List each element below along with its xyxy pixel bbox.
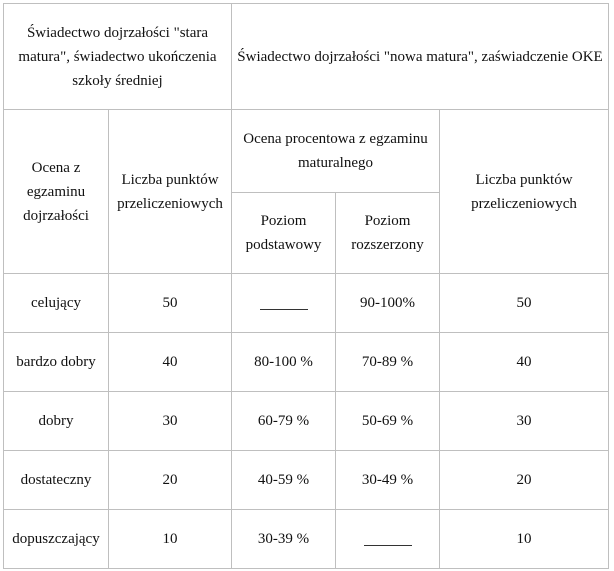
grade-cell: dobry	[4, 392, 109, 451]
grade-cell: celujący	[4, 274, 109, 333]
points-new-cell: 50	[440, 274, 609, 333]
basic-level-cell: 30-39 %	[232, 510, 336, 569]
points-old-cell: 50	[109, 274, 232, 333]
extended-level-cell: 50-69 %	[336, 392, 440, 451]
header-extended-level: Poziom rozszerzony	[336, 193, 440, 274]
basic-level-cell: 80-100 %	[232, 333, 336, 392]
points-new-cell: 40	[440, 333, 609, 392]
extended-level-cell	[336, 510, 440, 569]
points-old-cell: 40	[109, 333, 232, 392]
header-old-matura: Świadectwo dojrzałości "stara matura", świadectwo ukończenia szkoły średniej	[4, 4, 232, 110]
blank-line	[364, 535, 412, 546]
points-old-cell: 20	[109, 451, 232, 510]
table-row	[4, 510, 609, 569]
grade-cell: bardzo dobry	[4, 333, 109, 392]
header-grade: Ocena z egzaminu dojrzałości	[4, 110, 109, 274]
basic-level-cell: 40-59 %	[232, 451, 336, 510]
basic-level-cell	[232, 274, 336, 333]
points-old-cell: 10	[109, 510, 232, 569]
header-points-new: Liczba punktów przeliczeniowych	[440, 110, 609, 274]
blank-line	[260, 299, 308, 310]
extended-level-cell: 70-89 %	[336, 333, 440, 392]
grade-cell: dostateczny	[4, 451, 109, 510]
grade-conversion-table	[3, 3, 609, 569]
points-new-cell: 30	[440, 392, 609, 451]
header-row-certificates	[4, 4, 609, 110]
table-row	[4, 333, 609, 392]
table-row	[4, 274, 609, 333]
points-new-cell: 20	[440, 451, 609, 510]
header-percent: Ocena procentowa z egzaminu maturalnego	[232, 110, 440, 193]
basic-level-cell: 60-79 %	[232, 392, 336, 451]
header-basic-level: Poziom podstawowy	[232, 193, 336, 274]
header-row-columns	[4, 110, 609, 193]
table-row	[4, 451, 609, 510]
grade-cell: dopuszczający	[4, 510, 109, 569]
points-new-cell: 10	[440, 510, 609, 569]
points-old-cell: 30	[109, 392, 232, 451]
header-new-matura: Świadectwo dojrzałości "nowa matura", zaświadczenie OKE	[232, 4, 609, 110]
header-points-old: Liczba punktów przeliczeniowych	[109, 110, 232, 274]
table-row	[4, 392, 609, 451]
extended-level-cell: 30-49 %	[336, 451, 440, 510]
extended-level-cell: 90-100%	[336, 274, 440, 333]
